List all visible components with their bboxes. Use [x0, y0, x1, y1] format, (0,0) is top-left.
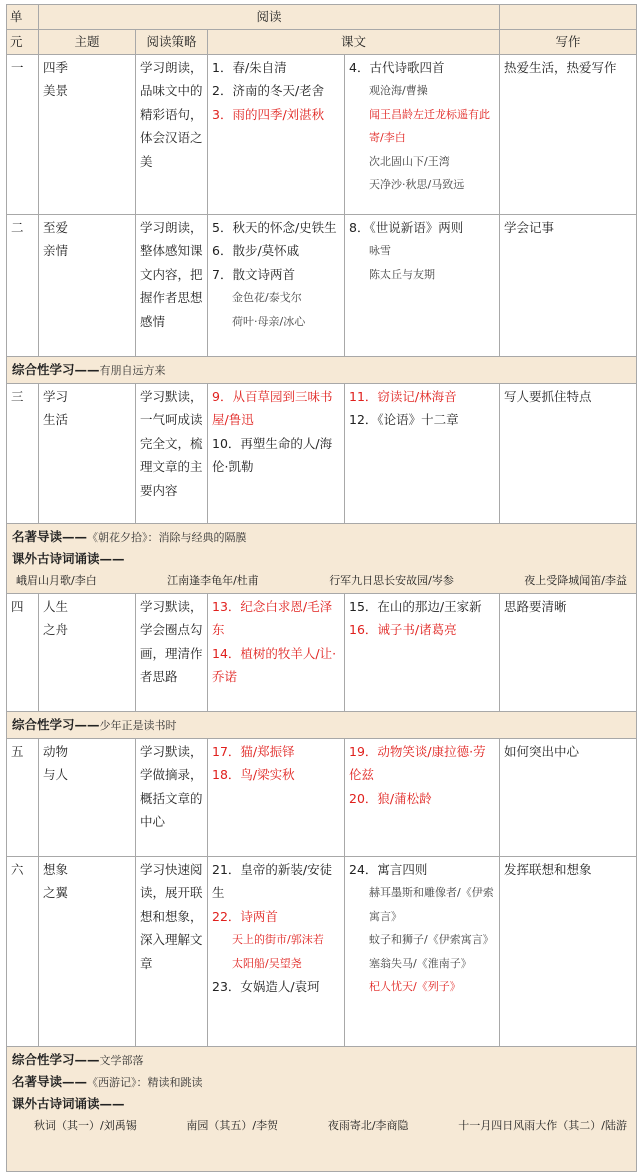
unit-row-3	[7, 383, 637, 523]
lesson: 1．春/朱自清	[212, 59, 287, 75]
writing-task: 热爱生活，热爱写作	[500, 54, 637, 214]
poem-list	[12, 1115, 631, 1136]
unit-theme: 四季 美景	[39, 54, 136, 214]
lesson: 6．散步/莫怀戚	[212, 243, 300, 258]
band-label: 综合性学习——	[12, 361, 100, 377]
lessons-left	[208, 54, 345, 214]
band-row-3	[7, 711, 637, 738]
band-row-1	[7, 356, 637, 383]
poem: 夜上受降城闻笛/李益	[524, 573, 627, 587]
poem: 峨眉山月歌/李白	[16, 573, 97, 587]
band-text: 《西游记》：精读和跳读	[87, 1075, 203, 1089]
lesson: 2．济南的冬天/老舍	[212, 83, 325, 98]
sub-lesson: 咏雪	[369, 244, 391, 257]
lesson: 11．窃读记/林海音	[349, 388, 457, 404]
lesson: 3．雨的四季/刘湛秋	[212, 106, 325, 122]
unit-number: 六	[7, 856, 39, 1046]
unit-row-2	[7, 214, 637, 356]
reading-strategy: 学习默读，学会圈点勾画，理清作者思路	[136, 593, 208, 711]
lessons-right	[345, 738, 500, 856]
band-label: 综合性学习——	[12, 1051, 100, 1067]
sub-lesson: 荷叶·母亲/冰心	[232, 314, 306, 328]
lessons-left	[208, 856, 345, 1046]
lessons-right	[345, 856, 500, 1046]
lesson: 23．女娲造人/袁珂	[212, 979, 320, 994]
band-label: 课外古诗词诵读——	[12, 1095, 125, 1111]
unit-header-top: 单	[7, 5, 39, 30]
reading-strategy: 学习朗读，品味文中的精彩语句，体会汉语之美	[136, 54, 208, 214]
theme-header: 主题	[39, 29, 136, 54]
unit-row-6	[7, 856, 637, 1046]
reading-strategy: 学习朗读，整体感知课文内容，把握作者思想感情	[136, 214, 208, 356]
unit-theme: 人生 之舟	[39, 593, 136, 711]
poem: 行军九日思长安故园/岑参	[329, 573, 454, 587]
lesson: 14．植树的牧羊人/让·乔诺	[212, 645, 337, 684]
band-label: 课外古诗词诵读——	[12, 550, 125, 566]
writing-task: 如何突出中心	[500, 738, 637, 856]
sub-lesson: 塞翁失马/《淮南子》	[369, 956, 472, 970]
lessons-left	[208, 383, 345, 523]
lesson: 18．鸟/梁实秋	[212, 767, 295, 782]
poem: 南园（其五）/李贺	[186, 1118, 279, 1132]
writing-header: 写作	[500, 29, 637, 54]
lessons-right	[345, 593, 500, 711]
unit-number: 一	[7, 54, 39, 214]
lesson: 5．秋天的怀念/史铁生	[212, 219, 337, 235]
lesson: 7．散文诗两首	[212, 266, 295, 282]
band-text: 有朋自远方来	[99, 363, 166, 377]
lessons-left	[208, 593, 345, 711]
reading-header: 阅读	[39, 5, 500, 30]
band-row-2	[7, 523, 637, 593]
sub-lesson: 杞人忧天/《列子》	[369, 980, 461, 993]
unit-theme: 想象 之翼	[39, 856, 136, 1046]
writing-task: 学会记事	[500, 214, 637, 356]
poem: 秋词（其一）/刘禹锡	[34, 1118, 137, 1132]
band-text: 文学部落	[99, 1053, 144, 1067]
lesson: 24．寓言四则	[349, 861, 428, 877]
unit-number: 二	[7, 214, 39, 356]
unit-header-bottom: 元	[7, 29, 39, 54]
reading-strategy: 学习默读，学做摘录，概括文章的中心	[136, 738, 208, 856]
lesson: 12．《论语》十二章	[349, 412, 459, 427]
poem-list	[12, 570, 631, 591]
lessons-left	[208, 738, 345, 856]
lesson: 13．纪念白求恩/毛泽东	[212, 598, 333, 637]
unit-number: 三	[7, 383, 39, 523]
unit-theme: 至爱 亲情	[39, 214, 136, 356]
band-label: 名著导读——	[12, 528, 88, 544]
lesson: 22．诗两首	[212, 908, 278, 924]
unit-number: 五	[7, 738, 39, 856]
sub-lesson: 天上的街市/郭沫若	[232, 933, 324, 946]
sub-lesson: 观沧海/曹操	[369, 84, 428, 97]
sub-lesson: 天净沙·秋思/马致远	[369, 178, 465, 191]
lesson: 17．猫/郑振铎	[212, 743, 295, 759]
lesson: 20．狼/蒲松龄	[349, 790, 432, 806]
sub-lesson: 赫耳墨斯和雕像者/《伊索寓言》	[369, 886, 494, 923]
header-row-bottom	[7, 29, 637, 54]
curriculum-table	[6, 4, 637, 1172]
writing-task: 发挥联想和想象	[500, 856, 637, 1046]
lesson: 9．从百草园到三味书屋/鲁迅	[212, 388, 333, 427]
strategy-header: 阅读策略	[136, 29, 208, 54]
unit-theme: 学习 生活	[39, 383, 136, 523]
unit-row-5	[7, 738, 637, 856]
writing-header-blank	[500, 5, 637, 30]
reading-strategy: 学习快速阅读，展开联想和想象，深入理解文章	[136, 856, 208, 1046]
lessons-right	[345, 54, 500, 214]
band-text: 少年正是读书时	[99, 718, 177, 732]
sub-lesson: 蚊子和狮子/《伊索寓言》	[369, 933, 494, 946]
sub-lesson: 闻王昌龄左迁龙标遥有此寄/李白	[369, 107, 490, 144]
sub-lesson: 次北固山下/王湾	[369, 154, 450, 168]
lesson: 21．皇帝的新装/安徒生	[212, 861, 333, 900]
writing-task: 思路要清晰	[500, 593, 637, 711]
lesson: 8．《世说新语》两则	[349, 219, 464, 235]
reading-strategy: 学习默读，一气呵成读完全文，梳理文章的主要内容	[136, 383, 208, 523]
sub-lesson: 陈太丘与友期	[369, 267, 435, 281]
lessons-right	[345, 383, 500, 523]
unit-row-4	[7, 593, 637, 711]
writing-task: 写人要抓住特点	[500, 383, 637, 523]
lesson: 19．动物笑谈/康拉德·劳伦兹	[349, 743, 486, 782]
band-label: 名著导读——	[12, 1073, 88, 1089]
lesson: 4．古代诗歌四首	[349, 59, 445, 75]
sub-lesson: 金色花/泰戈尔	[232, 291, 302, 304]
unit-row-1	[7, 54, 637, 214]
header-row-top	[7, 5, 637, 30]
poem: 夜雨寄北/李商隐	[327, 1118, 409, 1132]
texts-header: 课文	[208, 29, 500, 54]
unit-theme: 动物 与人	[39, 738, 136, 856]
lessons-left	[208, 214, 345, 356]
lesson: 15．在山的那边/王家新	[349, 598, 482, 614]
band-label: 综合性学习——	[12, 716, 100, 732]
band-text: 《朝花夕拾》：消除与经典的隔膜	[87, 530, 247, 544]
sub-lesson: 太阳船/吴望尧	[232, 956, 302, 970]
poem: 十一月四日风雨大作（其二）/陆游	[458, 1118, 627, 1132]
lessons-right	[345, 214, 500, 356]
lesson: 16．诫子书/诸葛亮	[349, 622, 457, 637]
lesson: 10．再塑生命的人/海伦·凯勒	[212, 435, 333, 474]
unit-number: 四	[7, 593, 39, 711]
band-row-4	[7, 1046, 637, 1171]
poem: 江南逢李龟年/杜甫	[167, 573, 259, 587]
